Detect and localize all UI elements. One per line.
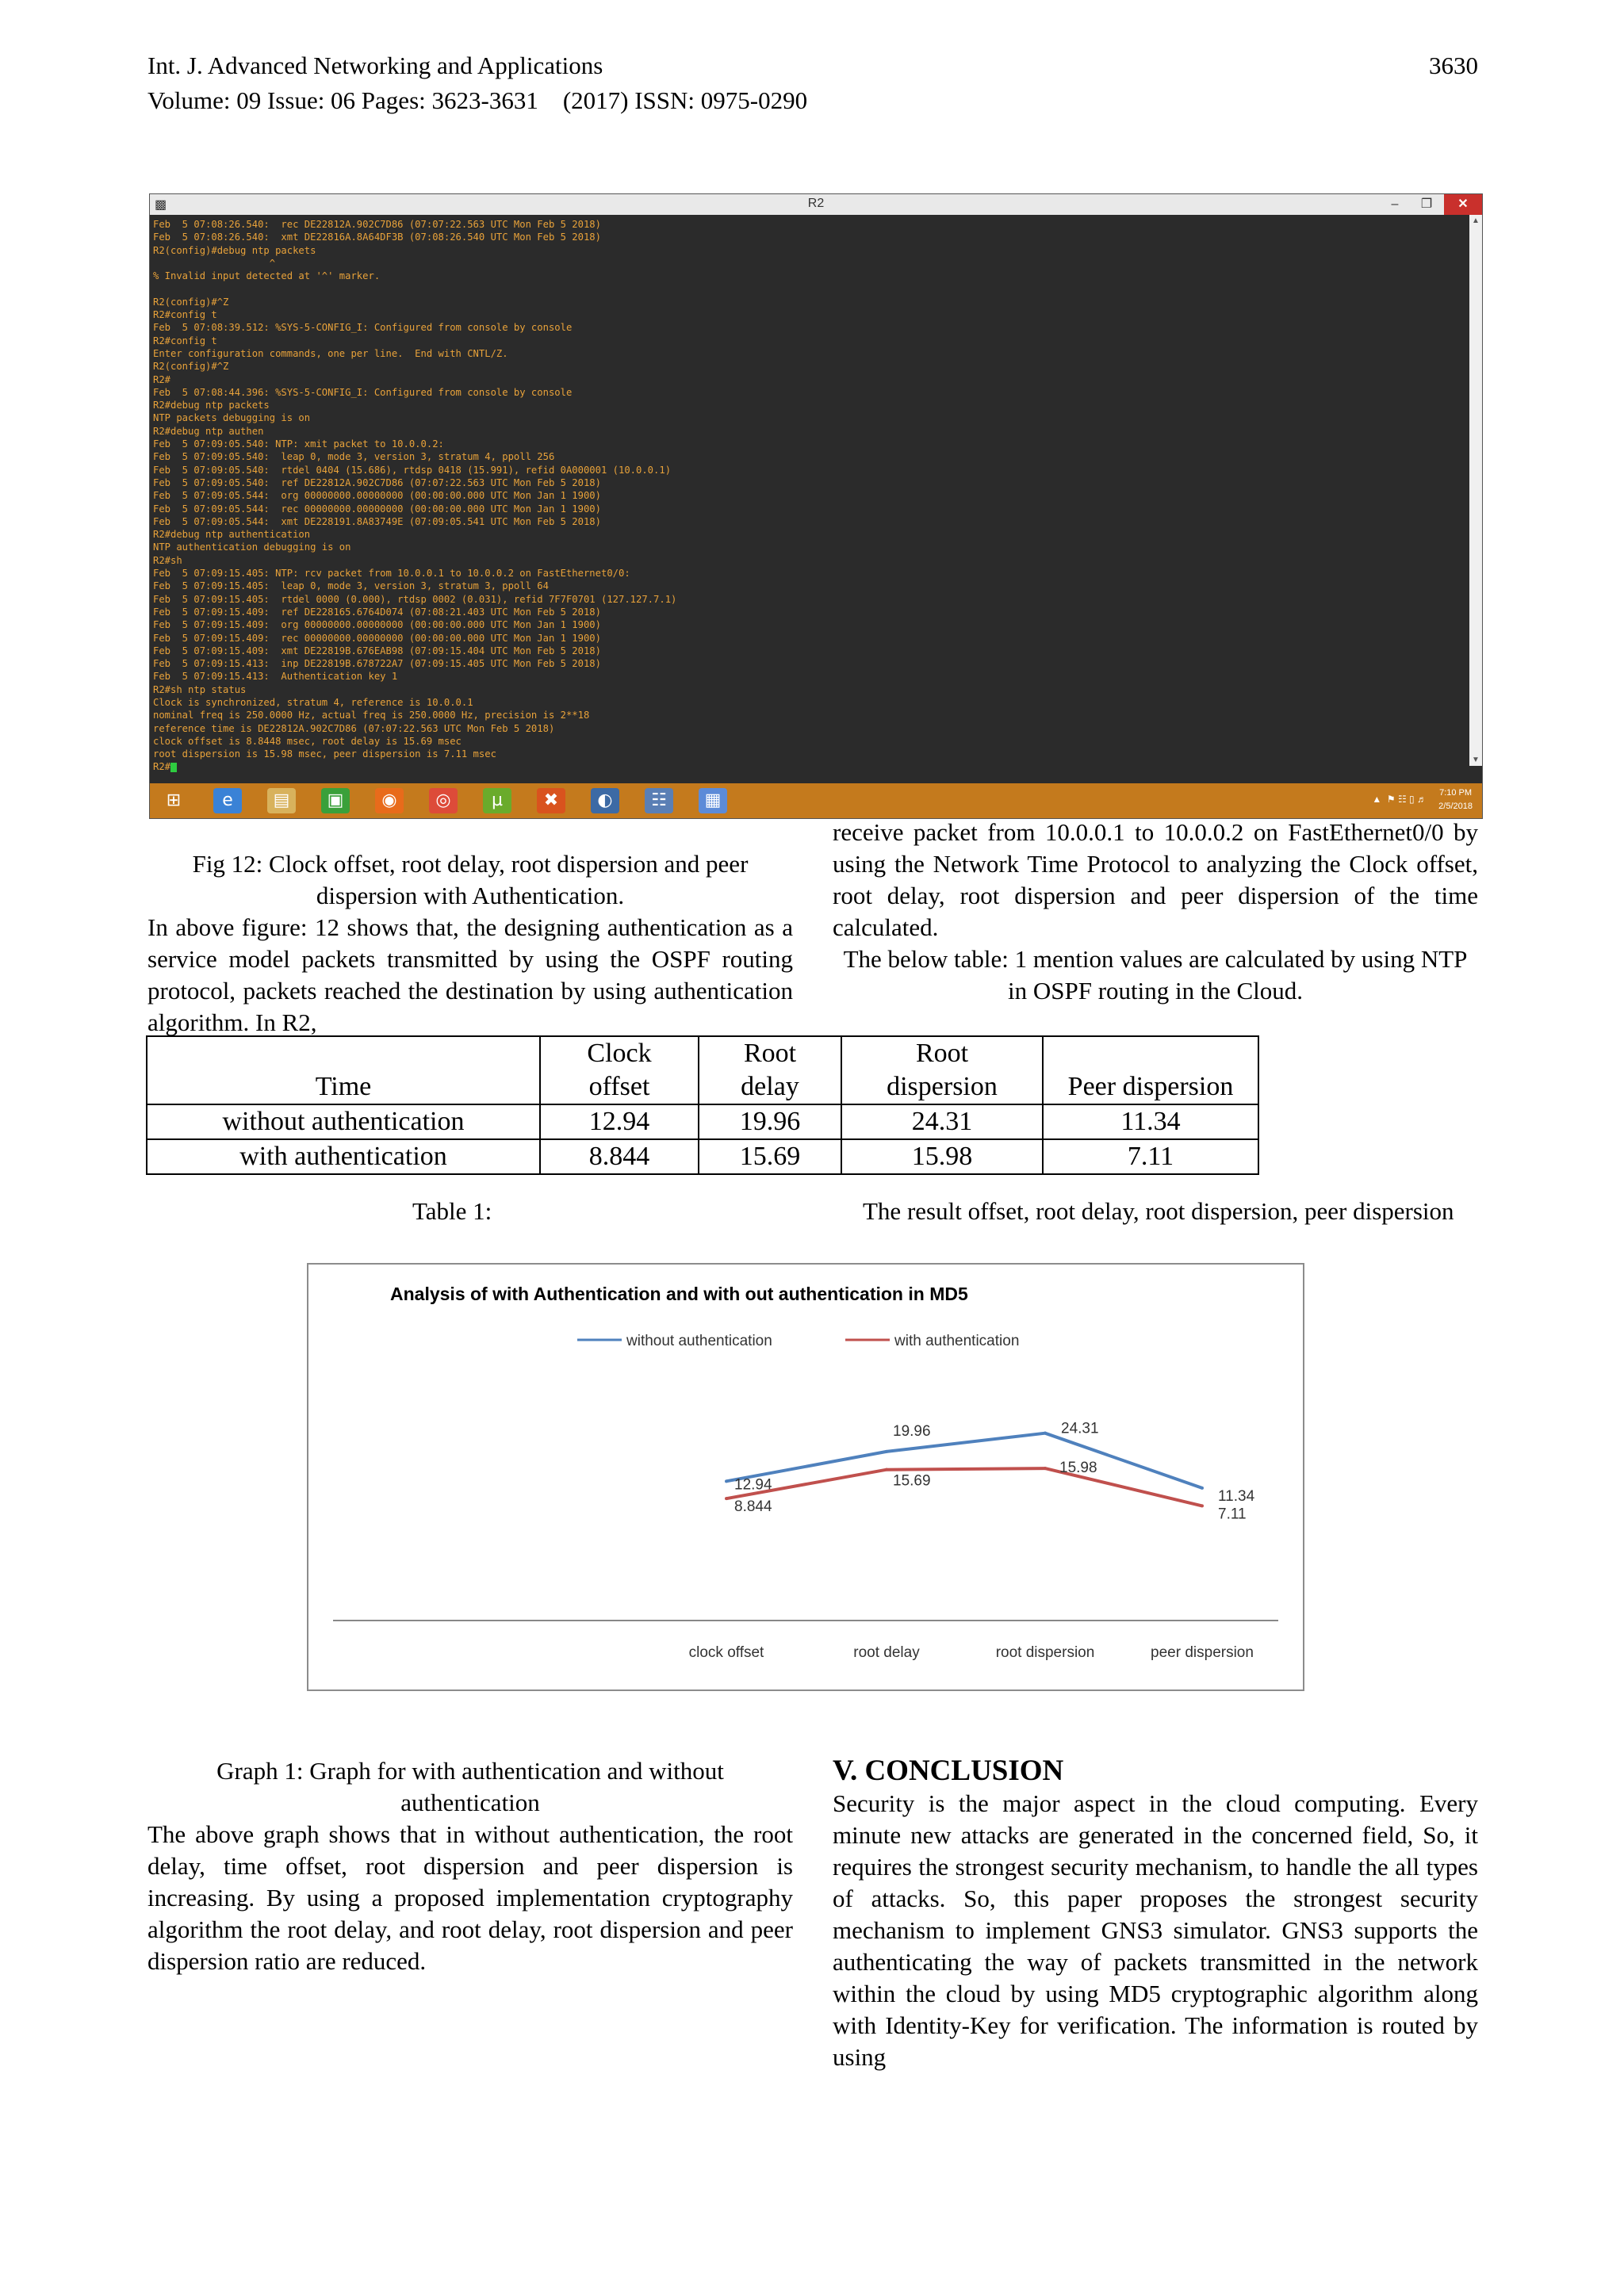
- close-button[interactable]: ✕: [1444, 194, 1482, 215]
- data-label: 11.34: [1218, 1487, 1255, 1505]
- graph-description: The above graph shows that in without authentication, the root delay, time offset, root dispersion and peer dispersion is increasing. By using a proposed implementation cryptography algorithm the root delay, and root delay, root dispersion and peer dispersion ratio are reduced.: [147, 1820, 793, 1975]
- row-label: without authentication: [147, 1104, 540, 1139]
- clock-time: 7:10 PM: [1439, 788, 1473, 798]
- header-root-dispersion: Root dispersion: [841, 1036, 1043, 1104]
- terminal-line: Feb 5 07:09:15.413: inp DE22819B.678722A7 (07:09:15.405 UTC Mon Feb 5 2018): [153, 658, 601, 670]
- terminal-line: R2#sh ntp status: [153, 683, 247, 695]
- terminal-line: Feb 5 07:09:15.405: rtdel 0000 (0.000), rtdsp 0002 (0.031), refid 7F7F0701 (127.127.7.1): [153, 593, 677, 605]
- firefox-icon[interactable]: ◉: [375, 788, 404, 813]
- x-tick-label: clock offset: [688, 1644, 764, 1661]
- terminal-line: NTP packets debugging is on: [153, 412, 311, 424]
- terminal-line: Feb 5 07:09:15.405: leap 0, mode 3, version 3, stratum 3, ppoll 64: [153, 580, 549, 592]
- terminal-line: R2#config t: [153, 335, 217, 346]
- terminal-line: Feb 5 07:09:05.540: leap 0, mode 3, version 3, stratum 4, ppoll 256: [153, 451, 555, 463]
- store-icon[interactable]: ▣: [321, 788, 350, 813]
- terminal-line: ^: [153, 257, 276, 269]
- header-peer-dispersion: Peer dispersion: [1043, 1036, 1258, 1104]
- data-point: [725, 1497, 728, 1500]
- data-label: 15.69: [893, 1472, 931, 1490]
- table-header-row: [147, 1036, 1258, 1104]
- result-table: [146, 1035, 1259, 1175]
- terminal-prompt: R2#: [153, 761, 171, 773]
- cell-peer-dispersion: 7.11: [1043, 1139, 1258, 1174]
- terminal-line: R2#: [153, 373, 171, 385]
- terminal-output[interactable]: [153, 218, 1468, 773]
- terminal-screenshot: [149, 193, 1483, 819]
- graph-caption: Graph 1: Graph for with authentication and without authentication: [216, 1757, 724, 1816]
- cell-root-delay: 15.69: [699, 1139, 841, 1174]
- terminal-line: clock offset is 8.8448 msec, root delay is 15.69 msec: [153, 735, 462, 747]
- terminal-line: R2(config)#^Z: [153, 361, 229, 373]
- maximize-button[interactable]: ❐: [1420, 197, 1433, 211]
- cell-clock-offset: 12.94: [540, 1104, 699, 1139]
- windows-start-icon[interactable]: ⊞: [166, 790, 182, 810]
- data-label: 19.96: [893, 1422, 931, 1440]
- data-label: 24.31: [1061, 1420, 1099, 1437]
- terminal-title: R2: [807, 197, 825, 210]
- figure-description: In above figure: 12 shows that, the designing authentication as a service model packets transmitted by using the OSPF routing protocol, packets reached the destination by using authentication algorithm. In R2,: [147, 913, 793, 1036]
- terminal-line: Clock is synchronized, stratum 4, reference is 10.0.0.1: [153, 696, 473, 708]
- data-point: [1201, 1487, 1204, 1490]
- terminal-line: R2(config)#^Z: [153, 296, 229, 308]
- header-root-delay: Root delay: [699, 1036, 841, 1104]
- windows-taskbar: [150, 783, 1482, 818]
- section-title: V. CONCLUSION: [833, 1755, 1064, 1787]
- legend-label: with authentication: [894, 1333, 1020, 1349]
- journal-title: Int. J. Advanced Networking and Applications: [147, 52, 603, 79]
- x-tick-label: root dispersion: [995, 1644, 1095, 1661]
- terminal-line: % Invalid input detected at '^' marker.: [153, 270, 381, 282]
- terminal-line: Feb 5 07:09:05.544: rec 00000000.00000000 (00:00:00.000 UTC Mon Jan 1 1900): [153, 503, 601, 515]
- table-row: [147, 1104, 1258, 1139]
- router-console-icon: ▩: [155, 198, 167, 212]
- terminal-line: Feb 5 07:09:05.540: ref DE22812A.902C7D86 (07:07:22.563 UTC Mon Feb 5 2018): [153, 476, 601, 488]
- terminal-line: R2#config t: [153, 309, 217, 321]
- cell-root-delay: 19.96: [699, 1104, 841, 1139]
- system-tray-icons[interactable]: ▲ ⚑ ☷ ▯ ♬: [1372, 794, 1427, 805]
- clock-date: 2/5/2018: [1438, 802, 1473, 811]
- cell-clock-offset: 8.844: [540, 1139, 699, 1174]
- terminal-line: NTP authentication debugging is on: [153, 541, 351, 553]
- terminal-line: Feb 5 07:09:15.409: ref DE228165.6764D074 (07:08:21.403 UTC Mon Feb 5 2018): [153, 606, 601, 618]
- internet-explorer-icon[interactable]: e: [213, 788, 242, 813]
- notepad-icon[interactable]: ▦: [699, 788, 727, 813]
- terminal-line: Feb 5 07:09:05.540: rtdel 0404 (15.686), rtdsp 0418 (15.991), refid 0A000001 (10.0.0.1): [153, 464, 672, 476]
- chart-svg: [308, 1264, 1304, 1690]
- terminal-line: Feb 5 07:09:05.540: NTP: xmit packet to 10.0.0.2:: [153, 438, 444, 450]
- table-intro: The below table: 1 mention values are calculated by using NTP in OSPF routing in the Cloud.: [843, 945, 1468, 1004]
- terminal-line: Feb 5 07:09:05.544: xmt DE228191.8A83749E (07:09:05.541 UTC Mon Feb 5 2018): [153, 515, 601, 527]
- network-icon[interactable]: ☷: [645, 788, 673, 813]
- data-label: 8.844: [734, 1498, 772, 1516]
- page-number: 3630: [1429, 52, 1478, 79]
- line-chart: [308, 1264, 1304, 1690]
- terminal-line: R2#debug ntp authentication: [153, 529, 311, 541]
- terminal-line: R2#sh: [153, 554, 182, 566]
- conclusion-paragraph: Security is the major aspect in the cloud computing. Every minute new attacks are generated in the concerned field, So, it requires the strongest security mechanism, to handle the all types of attacks. So, this paper proposes the strongest security mechanism to implement GNS3 simulator. GNS3 supports the authenticating the way of packets transmitted in the network within the cloud by using MD5 cryptographic algorithm along with Identity-Key for verification. The information is routed by using: [833, 1789, 1478, 2071]
- data-label: 12.94: [734, 1476, 772, 1494]
- terminal-cursor: [170, 763, 177, 772]
- cell-root-dispersion: 15.98: [841, 1139, 1043, 1174]
- table-caption-label: Table 1:: [412, 1197, 492, 1225]
- terminal-line: [153, 282, 1468, 295]
- terminal-line: Feb 5 07:09:05.544: org 00000000.00000000 (00:00:00.000 UTC Mon Jan 1 1900): [153, 490, 601, 502]
- terminal-line: Feb 5 07:08:26.540: xmt DE22816A.8A64DF3B (07:08:26.540 UTC Mon Feb 5 2018): [153, 232, 601, 243]
- data-point: [1201, 1504, 1204, 1507]
- minimize-button[interactable]: –: [1391, 197, 1399, 211]
- terminal-titlebar: [150, 194, 1482, 215]
- data-point: [885, 1468, 888, 1471]
- figure-caption: Fig 12: Clock offset, root delay, root dispersion and peer dispersion with Authentication.: [192, 850, 749, 909]
- cell-peer-dispersion: 11.34: [1043, 1104, 1258, 1139]
- taskbar-clock[interactable]: [1438, 786, 1473, 813]
- row-label: with authentication: [147, 1139, 540, 1174]
- data-label: 15.98: [1059, 1460, 1097, 1477]
- legend-label: without authentication: [626, 1333, 772, 1349]
- scroll-down-icon[interactable]: ▼: [1472, 756, 1480, 764]
- data-point: [1044, 1467, 1047, 1470]
- header-clock-offset: Clock offset: [540, 1036, 699, 1104]
- terminal-line: root dispersion is 15.98 msec, peer dispersion is 7.11 msec: [153, 748, 496, 760]
- chart-border: [308, 1264, 1304, 1690]
- x-tick-label: peer dispersion: [1151, 1644, 1254, 1661]
- data-label: 7.11: [1218, 1506, 1247, 1523]
- gns3-icon[interactable]: ◐: [591, 788, 619, 813]
- volume-line: Volume: 09 Issue: 06 Pages: 3623-3631 (2017) ISSN: 0975-0290: [147, 86, 808, 114]
- terminal-line: R2(config)#debug ntp packets: [153, 244, 316, 256]
- data-point: [1044, 1432, 1047, 1435]
- terminal-line: Feb 5 07:08:39.512: %SYS-5-CONFIG_I: Configured from console by console: [153, 322, 573, 334]
- data-point: [725, 1479, 728, 1483]
- ntp-description: receive packet from 10.0.0.1 to 10.0.0.2 on FastEthernet0/0 by using the Network Time Protocol to analyzing the Clock offset, root delay, root dispersion and peer dispersion of the time calculated.: [833, 818, 1478, 941]
- terminal-line: R2#debug ntp authen: [153, 425, 264, 437]
- file-explorer-icon[interactable]: ▤: [267, 788, 296, 813]
- terminal-line: Feb 5 07:08:44.396: %SYS-5-CONFIG_I: Configured from console by console: [153, 386, 573, 398]
- terminal-line: Feb 5 07:09:15.409: org 00000000.00000000 (00:00:00.000 UTC Mon Jan 1 1900): [153, 619, 601, 631]
- terminal-line: reference time is DE22812A.902C7D86 (07:07:22.563 UTC Mon Feb 5 2018): [153, 722, 555, 734]
- terminal-line: nominal freq is 250.0000 Hz, actual freq is 250.0000 Hz, precision is 2**18: [153, 710, 590, 721]
- terminal-scrollbar[interactable]: [1469, 215, 1482, 766]
- terminal-line: Feb 5 07:09:15.409: rec 00000000.00000000 (00:00:00.000 UTC Mon Jan 1 1900): [153, 632, 601, 644]
- terminal-line: Feb 5 07:09:15.413: Authentication key 1: [153, 671, 398, 683]
- terminal-line: Feb 5 07:09:15.409: xmt DE22819B.676EAB98 (07:09:15.404 UTC Mon Feb 5 2018): [153, 645, 601, 656]
- utorrent-icon[interactable]: µ: [483, 788, 511, 813]
- chart-title: Analysis of with Authentication and with out authentication in MD5: [390, 1284, 968, 1304]
- xampp-icon[interactable]: ✖: [537, 788, 565, 813]
- terminal-line: Feb 5 07:09:15.405: NTP: rcv packet from 10.0.0.1 to 10.0.0.2 on FastEthernet0/0:: [153, 568, 630, 580]
- data-point: [885, 1450, 888, 1453]
- header-time: Time: [147, 1036, 540, 1104]
- table-caption-text: The result offset, root delay, root dispersion, peer dispersion: [863, 1197, 1454, 1225]
- terminal-line: R2#debug ntp packets: [153, 400, 270, 411]
- table-row: [147, 1139, 1258, 1174]
- cell-root-dispersion: 24.31: [841, 1104, 1043, 1139]
- x-tick-label: root delay: [853, 1644, 920, 1661]
- terminal-line: Feb 5 07:08:26.540: rec DE22812A.902C7D86 (07:07:22.563 UTC Mon Feb 5 2018): [153, 219, 601, 230]
- terminal-line: Enter configuration commands, one per line. End with CNTL/Z.: [153, 347, 508, 359]
- chrome-icon[interactable]: ◎: [429, 788, 458, 813]
- scroll-up-icon[interactable]: ▲: [1472, 216, 1480, 225]
